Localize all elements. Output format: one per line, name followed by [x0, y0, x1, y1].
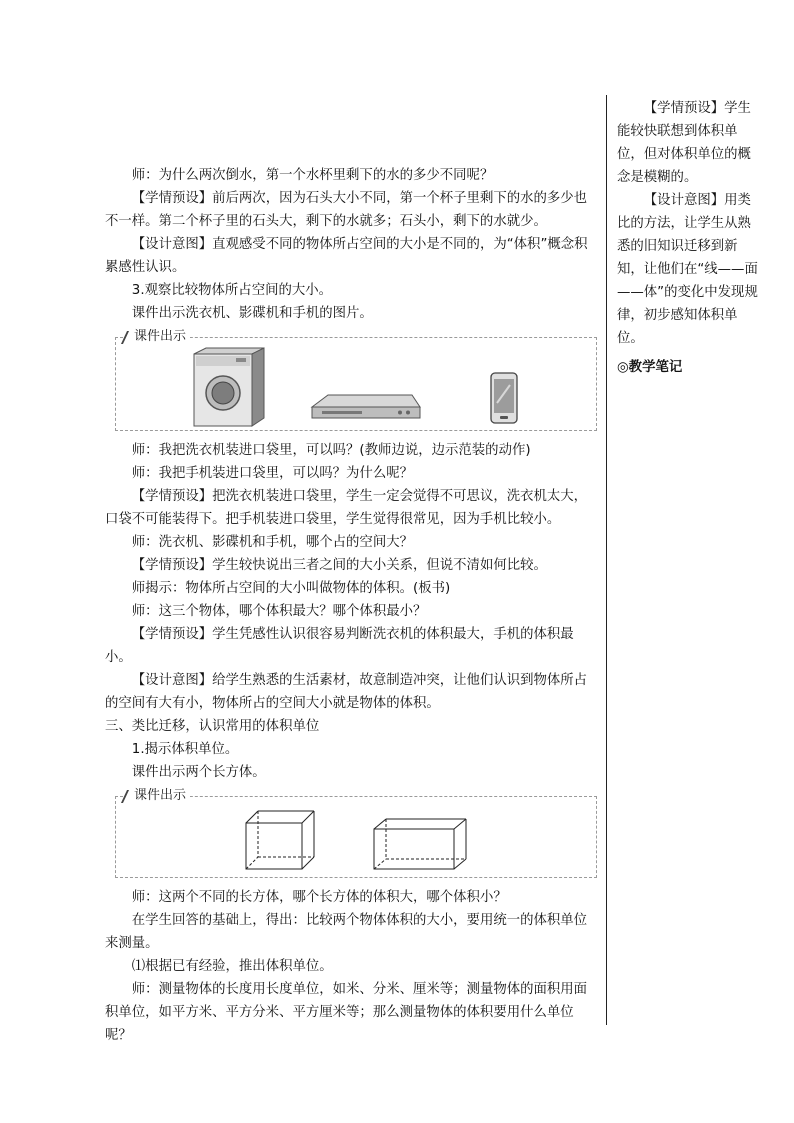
dvd-player-icon	[312, 395, 420, 418]
paragraph: 【设计意图】直观感受不同的物体所占空间的大小是不同的，为“体积”概念积累感性认识。	[105, 237, 588, 275]
paragraph: 【学情预设】学生凭感性认识很容易判断洗衣机的体积最大，手机的体积最小。	[105, 627, 574, 665]
paragraph: 【学情预设】前后两次，因为石头大小不同，第一个杯子里剩下的水的多少也不一样。第二个杯子里的石头大，剩下的水就多；石头小，剩下的水就少。	[105, 191, 588, 229]
paragraph: 师揭示：物体所占空间的大小叫做物体的体积。(板书)	[131, 581, 451, 596]
paragraph: 1.揭示体积单位。	[131, 742, 239, 757]
side-note: 【设计意图】用类比的方法，让学生从熟悉的旧知识迁移到新知，让他们在“线——面——体”的变化中发现规律，初步感知体积单位。	[617, 193, 758, 346]
paragraph: 课件出示洗衣机、影碟机和手机的图片。	[131, 306, 373, 321]
teaching-notes-label: ◎教学笔记	[617, 360, 683, 375]
box-title: 课件出示	[124, 787, 190, 805]
paragraph: 师：我把洗衣机装进口袋里，可以吗？(教师边说，边示范装的动作)	[131, 443, 531, 458]
washing-machine-icon	[194, 348, 264, 426]
paragraph: 课件出示两个长方体。	[131, 765, 266, 780]
side-column	[617, 97, 763, 379]
paragraph: 师：洗衣机、影碟机和手机，哪个占的空间大？	[131, 535, 413, 550]
cuboid-icon	[374, 819, 466, 869]
courseware-box-appliances	[115, 329, 597, 431]
paragraph: 【学情预设】把洗衣机装进口袋里，学生一定会觉得不可思议，洗衣机太大，口袋不可能装得下。把手机装进口袋里，学生觉得很常见，因为手机比较小。	[105, 489, 588, 527]
paragraph: 师：为什么两次倒水，第一个水杯里剩下的水的多少不同呢？	[131, 168, 494, 183]
mobile-phone-icon	[491, 373, 517, 423]
main-column	[105, 164, 597, 1047]
paragraph: 师：这三个物体，哪个体积最大？哪个体积最小？	[131, 604, 427, 619]
paragraph: 3.观察比较物体所占空间的大小。	[131, 283, 333, 298]
paragraph: 师：我把手机装进口袋里，可以吗？为什么呢？	[131, 466, 413, 481]
column-divider	[606, 95, 607, 1025]
section-heading: 三、类比迁移，认识常用的体积单位	[105, 719, 320, 734]
paragraph: 师：这两个不同的长方体，哪个长方体的体积大，哪个体积小？	[131, 890, 507, 905]
cuboids-illustration	[116, 797, 596, 877]
paragraph: 在学生回答的基础上，得出：比较两个物体体积的大小，要用统一的体积单位来测量。	[105, 913, 588, 951]
cuboid-icon	[246, 811, 314, 869]
paragraph: ⑴根据已有经验，推出体积单位。	[131, 959, 333, 974]
side-note: 【学情预设】学生能较快联想到体积单位，但对体积单位的概念是模糊的。	[617, 101, 751, 185]
paragraph: 师：测量物体的长度用长度单位，如米、分米、厘米等；测量物体的面积用面积单位，如平方米、平方分米、平方厘米等；那么测量物体的体积要用什么单位呢？	[105, 982, 588, 1043]
paragraph: 【学情预设】学生较快说出三者之间的大小关系，但说不清如何比较。	[131, 558, 547, 573]
courseware-box-cuboids	[115, 788, 597, 878]
paragraph: 【设计意图】给学生熟悉的生活素材，故意制造冲突，让他们认识到物体所占的空间有大有小，物体所占的空间大小就是物体的体积。	[105, 673, 588, 711]
appliances-illustration	[116, 338, 596, 430]
box-title: 课件出示	[124, 328, 190, 346]
